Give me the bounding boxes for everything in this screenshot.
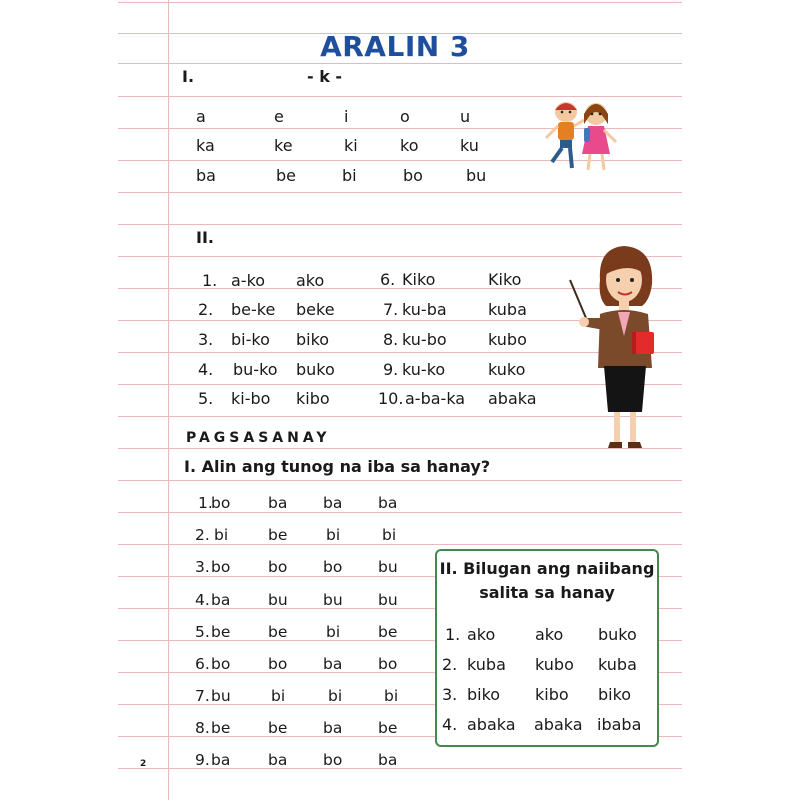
syllable-cell: ko bbox=[400, 136, 419, 155]
item-number: 2. bbox=[198, 300, 214, 319]
item-syllables: Kiko bbox=[402, 270, 436, 289]
syllable-cell: bi bbox=[342, 166, 357, 185]
box-row-number: 2. bbox=[442, 655, 458, 674]
syllable-cell: be bbox=[276, 166, 296, 185]
item-word: abaka bbox=[488, 389, 537, 408]
syllable-cell: ku bbox=[460, 136, 479, 155]
row-number: 4. bbox=[195, 591, 210, 609]
item-number: 6. bbox=[380, 270, 396, 289]
sound-cell: ba bbox=[211, 591, 231, 609]
sound-cell: bi bbox=[384, 687, 399, 705]
sound-cell: be bbox=[211, 719, 231, 737]
item-syllables: bi-ko bbox=[231, 330, 270, 349]
sound-cell: bi bbox=[271, 687, 286, 705]
page-title: ARALIN 3 bbox=[320, 30, 470, 63]
box-word: biko bbox=[598, 685, 632, 704]
sound-cell: be bbox=[378, 623, 398, 641]
item-word: kuko bbox=[488, 360, 526, 379]
item-word: beke bbox=[296, 300, 335, 319]
item-number: 3. bbox=[198, 330, 214, 349]
children-illustration bbox=[538, 98, 622, 176]
page-number: 2 bbox=[140, 759, 147, 769]
sound-cell: bo bbox=[211, 494, 231, 512]
sound-cell: ba bbox=[323, 655, 343, 673]
sound-cell: bo bbox=[268, 655, 288, 673]
item-syllables: ku-ko bbox=[402, 360, 446, 379]
sound-cell: bi bbox=[326, 623, 341, 641]
syllable-cell: bo bbox=[403, 166, 423, 185]
box-word: ako bbox=[467, 625, 496, 644]
practice-question: I. Alin ang tunog na iba sa hanay? bbox=[184, 457, 491, 476]
box-word: kubo bbox=[535, 655, 574, 674]
syllable-cell: e bbox=[274, 107, 284, 126]
sound-cell: ba bbox=[323, 719, 343, 737]
row-number: 7. bbox=[195, 687, 210, 705]
sound-cell: bi bbox=[328, 687, 343, 705]
sound-cell: be bbox=[268, 526, 288, 544]
item-number: 10. bbox=[378, 389, 404, 408]
section-two-numeral: II. bbox=[196, 228, 214, 247]
syllable-cell: bu bbox=[466, 166, 487, 185]
item-syllables: a-ko bbox=[231, 271, 266, 290]
box-word: kibo bbox=[535, 685, 569, 704]
syllable-cell: u bbox=[460, 107, 471, 126]
sound-cell: ba bbox=[323, 494, 343, 512]
item-word: buko bbox=[296, 360, 335, 379]
section-one-letter: - k - bbox=[307, 67, 343, 86]
item-number: 9. bbox=[383, 360, 399, 379]
sound-cell: bo bbox=[268, 558, 288, 576]
sound-cell: bu bbox=[378, 591, 398, 609]
item-syllables: ku-bo bbox=[402, 330, 447, 349]
syllable-cell: ba bbox=[196, 166, 216, 185]
syllable-cell: ki bbox=[344, 136, 358, 155]
item-number: 5. bbox=[198, 389, 214, 408]
item-syllables: ku-ba bbox=[402, 300, 447, 319]
sound-cell: bo bbox=[323, 558, 343, 576]
sound-cell: bo bbox=[378, 655, 398, 673]
syllable-cell: ka bbox=[196, 136, 215, 155]
item-syllables: ki-bo bbox=[231, 389, 271, 408]
syllable-cell: o bbox=[400, 107, 410, 126]
box-row-number: 3. bbox=[442, 685, 458, 704]
sound-cell: bu bbox=[378, 558, 398, 576]
item-word: ako bbox=[296, 271, 325, 290]
sound-cell: ba bbox=[268, 494, 288, 512]
box-row-number: 4. bbox=[442, 715, 458, 734]
box-title-line1: II. Bilugan ang naiibang bbox=[439, 559, 655, 578]
sound-cell: ba bbox=[268, 751, 288, 769]
box-row-number: 1. bbox=[445, 625, 461, 644]
sound-cell: be bbox=[211, 623, 231, 641]
box-word: buko bbox=[598, 625, 637, 644]
box-word: ako bbox=[535, 625, 564, 644]
box-word: kuba bbox=[467, 655, 506, 674]
row-number: 5. bbox=[195, 623, 210, 641]
item-word: kibo bbox=[296, 389, 330, 408]
sound-cell: be bbox=[268, 623, 288, 641]
sound-cell: bo bbox=[211, 655, 231, 673]
sound-cell: bu bbox=[211, 687, 231, 705]
sound-cell: bi bbox=[382, 526, 397, 544]
box-word: abaka bbox=[534, 715, 583, 734]
teacher-illustration bbox=[560, 240, 660, 452]
box-word: abaka bbox=[467, 715, 516, 734]
sound-cell: bi bbox=[214, 526, 229, 544]
row-number: 3. bbox=[195, 558, 210, 576]
item-word: kubo bbox=[488, 330, 527, 349]
sound-cell: bu bbox=[323, 591, 343, 609]
item-number: 8. bbox=[383, 330, 399, 349]
item-syllables: bu-ko bbox=[233, 360, 278, 379]
row-number: 6. bbox=[195, 655, 210, 673]
item-syllables: a-ba-ka bbox=[405, 389, 466, 408]
item-word: biko bbox=[296, 330, 330, 349]
sound-cell: bo bbox=[323, 751, 343, 769]
sound-cell: ba bbox=[211, 751, 231, 769]
sound-cell: bo bbox=[211, 558, 231, 576]
item-number: 1. bbox=[202, 271, 218, 290]
box-word: biko bbox=[467, 685, 501, 704]
item-word: Kiko bbox=[488, 270, 522, 289]
sound-cell: ba bbox=[378, 494, 398, 512]
box-title-line2: salita sa hanay bbox=[479, 583, 615, 602]
sound-cell: bi bbox=[326, 526, 341, 544]
row-number: 1. bbox=[198, 494, 213, 512]
sound-cell: be bbox=[268, 719, 288, 737]
box-word: kuba bbox=[598, 655, 637, 674]
sound-cell: bu bbox=[268, 591, 288, 609]
item-number: 4. bbox=[198, 360, 214, 379]
row-number: 2. bbox=[195, 526, 210, 544]
item-number: 7. bbox=[383, 300, 399, 319]
item-syllables: be-ke bbox=[231, 300, 276, 319]
syllable-cell: a bbox=[196, 107, 206, 126]
box-word: ibaba bbox=[597, 715, 642, 734]
row-number: 8. bbox=[195, 719, 210, 737]
sound-cell: ba bbox=[378, 751, 398, 769]
circle-exercise-box bbox=[435, 549, 659, 747]
syllable-cell: ke bbox=[274, 136, 293, 155]
syllable-cell: i bbox=[344, 107, 349, 126]
row-number: 9. bbox=[195, 751, 210, 769]
item-word: kuba bbox=[488, 300, 527, 319]
section-one-numeral: I. bbox=[182, 67, 195, 86]
margin-line bbox=[168, 0, 169, 800]
practice-heading: PAGSASANAY bbox=[186, 430, 331, 446]
sound-cell: be bbox=[378, 719, 398, 737]
